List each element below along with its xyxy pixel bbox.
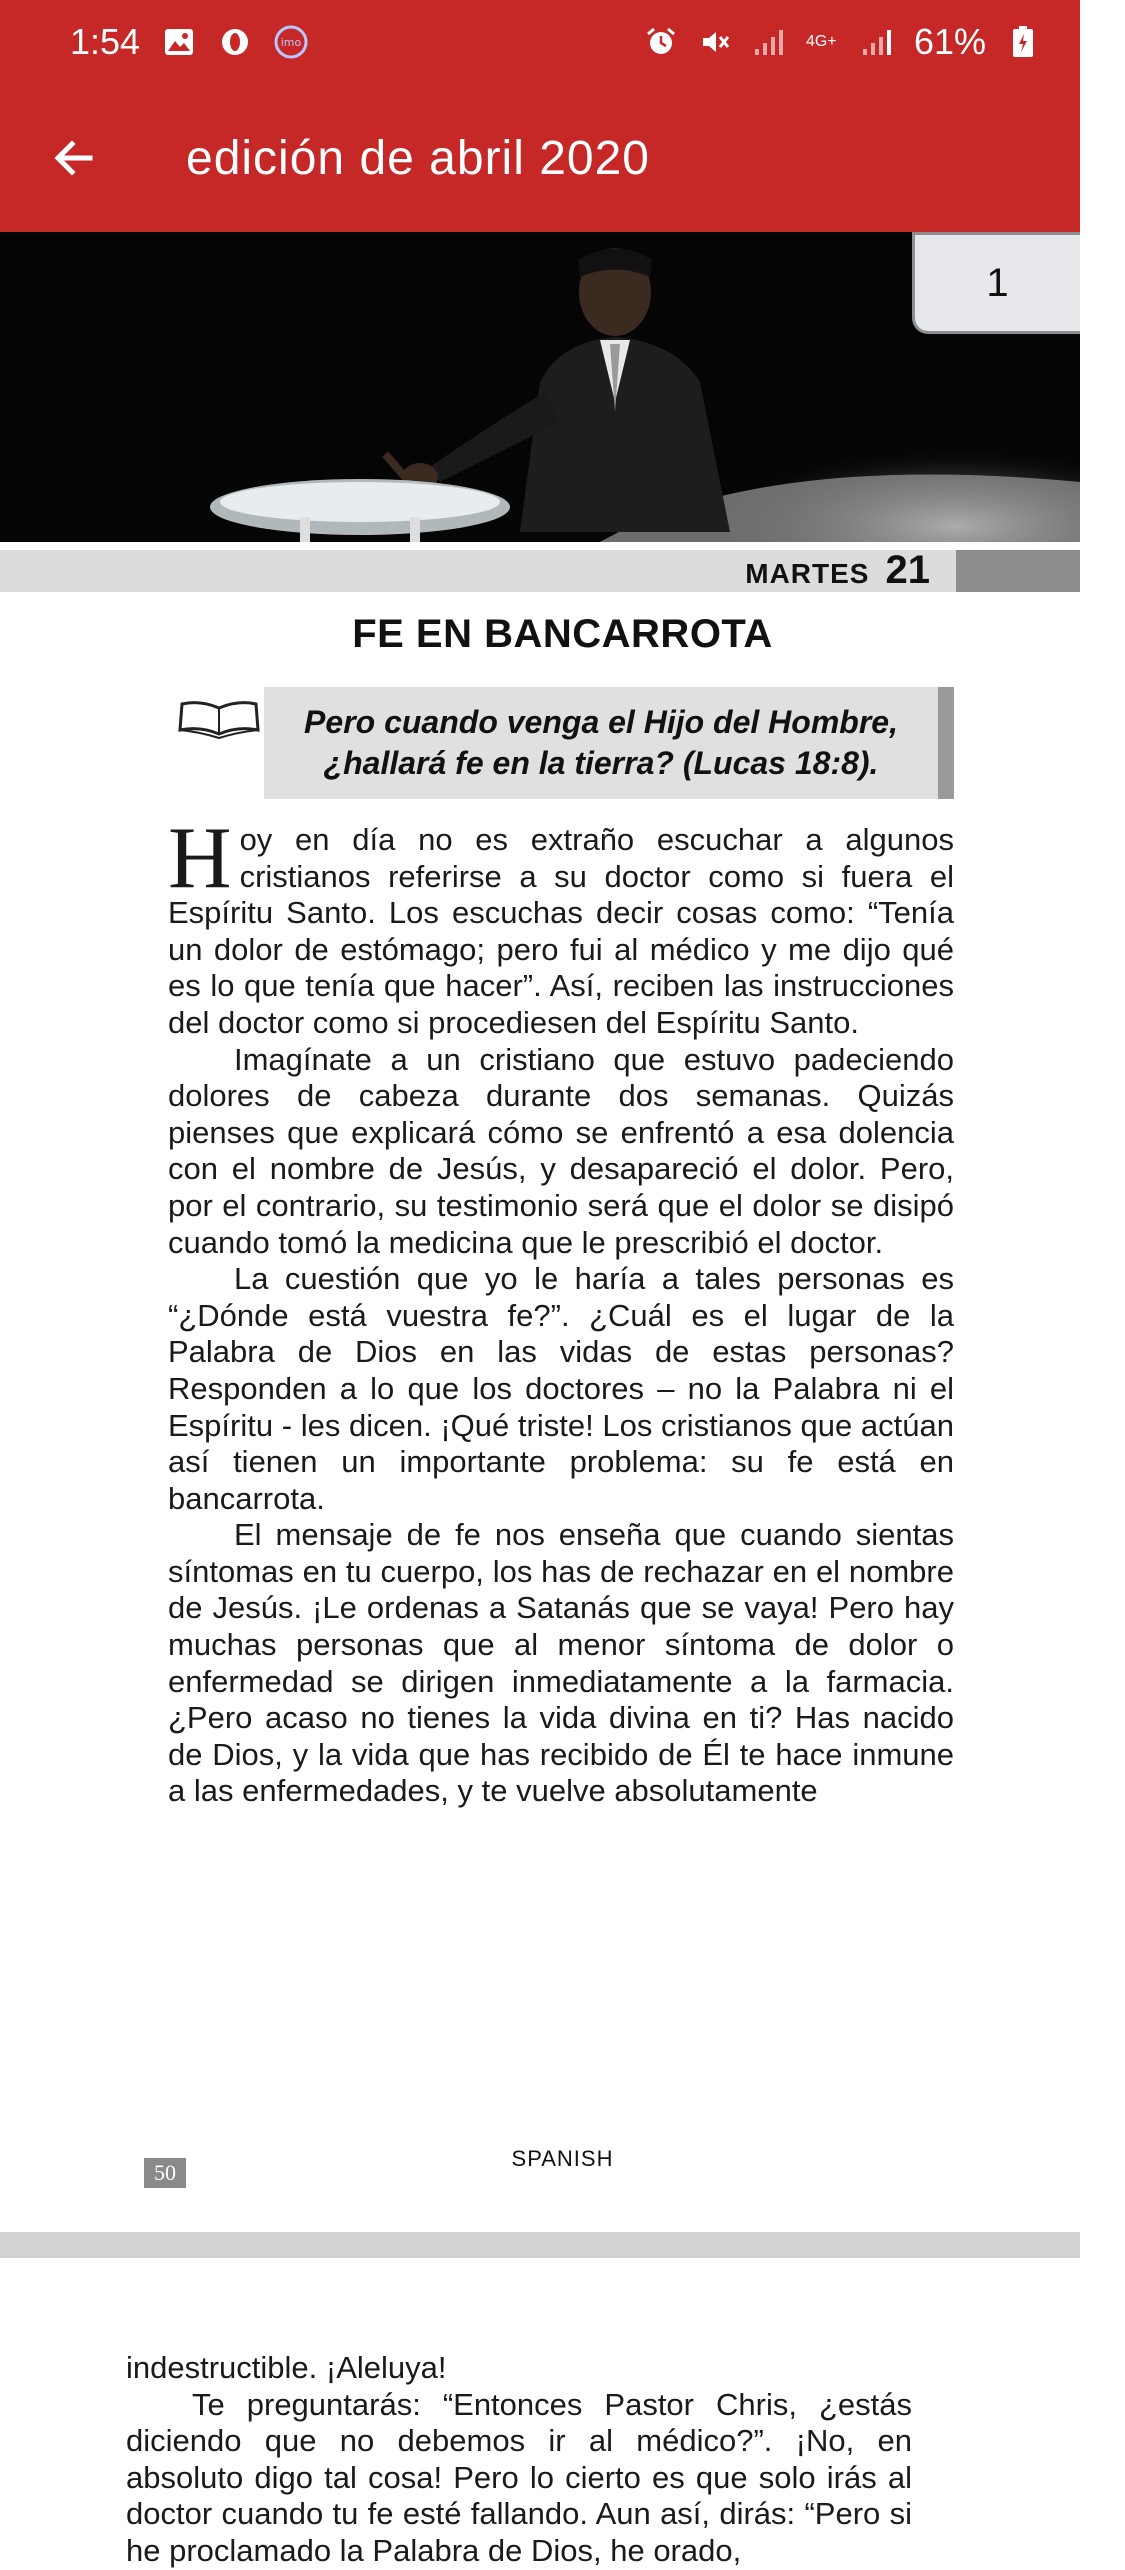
date-band-block bbox=[956, 550, 1080, 592]
battery-percent: 61% bbox=[913, 21, 986, 62]
date-weekday: MARTES bbox=[745, 558, 870, 589]
verse-line-2: ¿hallará fe en la tierra? (Lucas 18:8). bbox=[323, 745, 879, 781]
signal-icon-2 bbox=[860, 25, 894, 59]
arrow-left-icon bbox=[50, 134, 98, 182]
magazine-page[interactable] bbox=[0, 232, 1080, 2568]
next-page-paragraph: Te preguntarás: “Entonces Pastor Chris, ¿estás diciendo que no debemos ir al médico?”. ¡No, en absoluto digo tal cosa! Pero lo cierto es que solo irás al doctor cuando tu fe esté fallando. Aun así, dirás: “Pero si he proclamado la Palabra de Dios, he orado, bbox=[126, 2386, 912, 2568]
signal-icon bbox=[752, 25, 786, 59]
mute-icon bbox=[698, 25, 732, 59]
back-button[interactable] bbox=[44, 128, 104, 188]
next-page-body bbox=[126, 2350, 912, 2570]
date-band bbox=[0, 550, 1080, 592]
network-type: 4G+ bbox=[805, 33, 837, 50]
app-bar bbox=[0, 84, 1080, 232]
devotional-title: FE EN BANCARROTA bbox=[352, 612, 773, 656]
page-separator bbox=[0, 2232, 1080, 2258]
verse-line-1: Pero cuando venga el Hijo del Hombre, bbox=[304, 704, 898, 740]
app-title: edición de abril 2020 bbox=[186, 131, 650, 185]
page-indicator-badge[interactable]: 1 bbox=[912, 232, 1080, 334]
alarm-icon bbox=[644, 25, 678, 59]
battery-icon bbox=[1006, 25, 1040, 59]
scripture-verse bbox=[264, 687, 954, 799]
page-language: SPANISH bbox=[511, 2146, 614, 2171]
status-bar bbox=[0, 0, 1080, 84]
status-time: 1:54 bbox=[70, 21, 141, 62]
paragraph-4: El mensaje de fe nos enseña que cuando sientas síntomas en tu cuerpo, los has de rechazar en el nombre de Jesús. ¡Le ordenas a Satanás que se vaya! Pero hay muchas personas que al menor síntoma de dolor o enfermedad se dirigen inmediatamente a la farmacia. ¿Pero acaso no tienes la vida divina en ti? Has nacido de Dios, y la vida que has recibido de Él te hace inmune a las enfermedades, y te vuelve absolutamente bbox=[168, 1517, 954, 1809]
dropcap-letter: H bbox=[168, 810, 232, 907]
image-icon bbox=[162, 25, 196, 59]
date-day: 21 bbox=[885, 548, 930, 592]
next-page-continuation: indestructible. ¡Aleluya! bbox=[126, 2350, 447, 2385]
page-number: 50 bbox=[144, 2158, 186, 2188]
paragraph-1: Hoy en día no es extraño escuchar a algunos cristianos referirse a su doctor como si fuera el Espíritu Santo. Los escuchas decir cosas como: “Tenía un dolor de estómago; pero fui al médico y me dijo qué es lo que tenía que hacer”. Así, reciben las instrucciones del doctor como si procediesen del Espíritu Santo. bbox=[168, 810, 954, 1040]
opera-icon bbox=[218, 25, 252, 59]
open-book-icon bbox=[178, 698, 260, 740]
imo-icon bbox=[274, 25, 308, 59]
paragraph-2: Imagínate a un cristiano que estuvo padeciendo dolores de cabeza durante dos semanas. Quizás pienses que explicará cómo se enfrentó a esa dolencia con el nombre de Jesús, y desapareció el dolor. Pero, por el contrario, su testimonio será que el dolor se disipó cuando tomó la medicina que le prescribió el doctor. bbox=[168, 1041, 954, 1260]
svg-text:imo: imo bbox=[280, 36, 302, 49]
paragraph-3: La cuestión que yo le haría a tales personas es “¿Dónde está vuestra fe?”. ¿Cuál es el lugar de la Palabra de Dios en las vidas de estas personas? Responden a lo que los doctores – no la Palabra ni el Espíritu - les dicen. ¡Qué triste! Los cristianos que actúan así tienen un importante problema: su fe está en bancarrota. bbox=[168, 1261, 954, 1516]
devotional-body bbox=[168, 810, 954, 1810]
